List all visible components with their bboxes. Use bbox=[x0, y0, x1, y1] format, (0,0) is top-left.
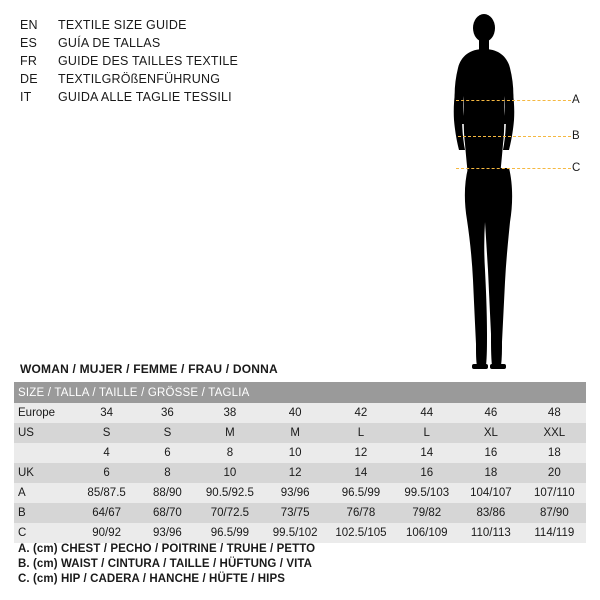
cell: 8 bbox=[138, 463, 197, 483]
language-title: GUIDA ALLE TAGLIE TESSILI bbox=[58, 90, 232, 104]
cell: S bbox=[138, 423, 197, 443]
cell: 70/72.5 bbox=[197, 503, 263, 523]
cell: 99.5/103 bbox=[394, 483, 459, 503]
cell: XL bbox=[459, 423, 523, 443]
cell: M bbox=[263, 423, 328, 443]
measure-line-a bbox=[456, 100, 571, 101]
cell: L bbox=[394, 423, 459, 443]
cell: 10 bbox=[197, 463, 263, 483]
row-label: A bbox=[14, 483, 75, 503]
cell: 18 bbox=[523, 443, 586, 463]
table-row bbox=[14, 463, 586, 483]
language-title: TEXTILE SIZE GUIDE bbox=[58, 18, 187, 32]
female-silhouette-figure bbox=[420, 8, 590, 373]
table-row bbox=[14, 523, 586, 543]
language-code: ES bbox=[20, 36, 38, 50]
cell: 44 bbox=[394, 403, 459, 423]
size-table bbox=[14, 382, 586, 543]
cell: 96.5/99 bbox=[327, 483, 394, 503]
legend-row-c: C. (cm) HIP / CADERA / HANCHE / HÜFTE / HIPS bbox=[18, 573, 286, 585]
language-title: TEXTILGRÖßENFÜHRUNG bbox=[58, 72, 221, 86]
cell: 12 bbox=[263, 463, 328, 483]
cell: 42 bbox=[327, 403, 394, 423]
cell: 99.5/102 bbox=[263, 523, 328, 543]
language-title: GUÍA DE TALLAS bbox=[58, 36, 161, 50]
cell: 79/82 bbox=[394, 503, 459, 523]
row-label: UK bbox=[14, 463, 75, 483]
cell: 46 bbox=[459, 403, 523, 423]
cell: 93/96 bbox=[138, 523, 197, 543]
cell: 48 bbox=[523, 403, 586, 423]
table-caption: WOMAN / MUJER / FEMME / FRAU / DONNA bbox=[20, 362, 278, 376]
row-label bbox=[14, 443, 75, 463]
cell: 14 bbox=[327, 463, 394, 483]
language-header-block bbox=[20, 16, 320, 106]
row-label: Europe bbox=[14, 403, 75, 423]
measure-label-c: C bbox=[572, 162, 581, 174]
cell: 106/109 bbox=[394, 523, 459, 543]
cell: M bbox=[197, 423, 263, 443]
measure-line-c bbox=[456, 168, 571, 169]
cell: 85/87.5 bbox=[75, 483, 137, 503]
language-row-en bbox=[20, 16, 320, 34]
cell: 76/78 bbox=[327, 503, 394, 523]
cell: 83/86 bbox=[459, 503, 523, 523]
table-row bbox=[14, 403, 586, 423]
language-row-de bbox=[20, 70, 320, 88]
cell: 16 bbox=[394, 463, 459, 483]
cell: 88/90 bbox=[138, 483, 197, 503]
table-header-label: SIZE / TALLA / TAILLE / GRÖSSE / TAGLIA bbox=[14, 382, 586, 403]
language-code: IT bbox=[20, 90, 32, 104]
table-row bbox=[14, 423, 586, 443]
cell: 90/92 bbox=[75, 523, 137, 543]
cell: 114/119 bbox=[523, 523, 586, 543]
cell: 8 bbox=[197, 443, 263, 463]
cell: 93/96 bbox=[263, 483, 328, 503]
cell: 16 bbox=[459, 443, 523, 463]
language-code: DE bbox=[20, 72, 38, 86]
legend-row-b: B. (cm) WAIST / CINTURA / TAILLE / HÜFTUNG / VITA bbox=[18, 558, 313, 570]
cell: 12 bbox=[327, 443, 394, 463]
row-label: B bbox=[14, 503, 75, 523]
language-code: EN bbox=[20, 18, 38, 32]
cell: XXL bbox=[523, 423, 586, 443]
language-title: GUIDE DES TAILLES TEXTILE bbox=[58, 54, 239, 68]
cell: 34 bbox=[75, 403, 137, 423]
legend-row-a: A. (cm) CHEST / PECHO / POITRINE / TRUHE / PETTO bbox=[18, 543, 316, 555]
table-header-row bbox=[14, 382, 586, 403]
measurement-legend bbox=[18, 542, 578, 587]
table-row bbox=[14, 443, 586, 463]
language-code: FR bbox=[20, 54, 38, 68]
cell: S bbox=[75, 423, 137, 443]
measure-label-a: A bbox=[572, 94, 580, 106]
cell: 107/110 bbox=[523, 483, 586, 503]
table-row bbox=[14, 483, 586, 503]
cell: 10 bbox=[263, 443, 328, 463]
cell: 87/90 bbox=[523, 503, 586, 523]
cell: 38 bbox=[197, 403, 263, 423]
cell: L bbox=[327, 423, 394, 443]
cell: 6 bbox=[138, 443, 197, 463]
row-label: US bbox=[14, 423, 75, 443]
language-row-es bbox=[20, 34, 320, 52]
cell: 104/107 bbox=[459, 483, 523, 503]
language-row-fr bbox=[20, 52, 320, 70]
measure-line-b bbox=[458, 136, 571, 137]
cell: 18 bbox=[459, 463, 523, 483]
cell: 64/67 bbox=[75, 503, 137, 523]
cell: 96.5/99 bbox=[197, 523, 263, 543]
cell: 73/75 bbox=[263, 503, 328, 523]
cell: 20 bbox=[523, 463, 586, 483]
cell: 102.5/105 bbox=[327, 523, 394, 543]
table-row bbox=[14, 503, 586, 523]
woman-silhouette-icon bbox=[420, 8, 590, 373]
measure-label-b: B bbox=[572, 130, 580, 142]
language-row-it bbox=[20, 88, 320, 106]
cell: 40 bbox=[263, 403, 328, 423]
cell: 110/113 bbox=[459, 523, 523, 543]
cell: 68/70 bbox=[138, 503, 197, 523]
cell: 4 bbox=[75, 443, 137, 463]
cell: 6 bbox=[75, 463, 137, 483]
cell: 14 bbox=[394, 443, 459, 463]
row-label: C bbox=[14, 523, 75, 543]
cell: 36 bbox=[138, 403, 197, 423]
cell: 90.5/92.5 bbox=[197, 483, 263, 503]
